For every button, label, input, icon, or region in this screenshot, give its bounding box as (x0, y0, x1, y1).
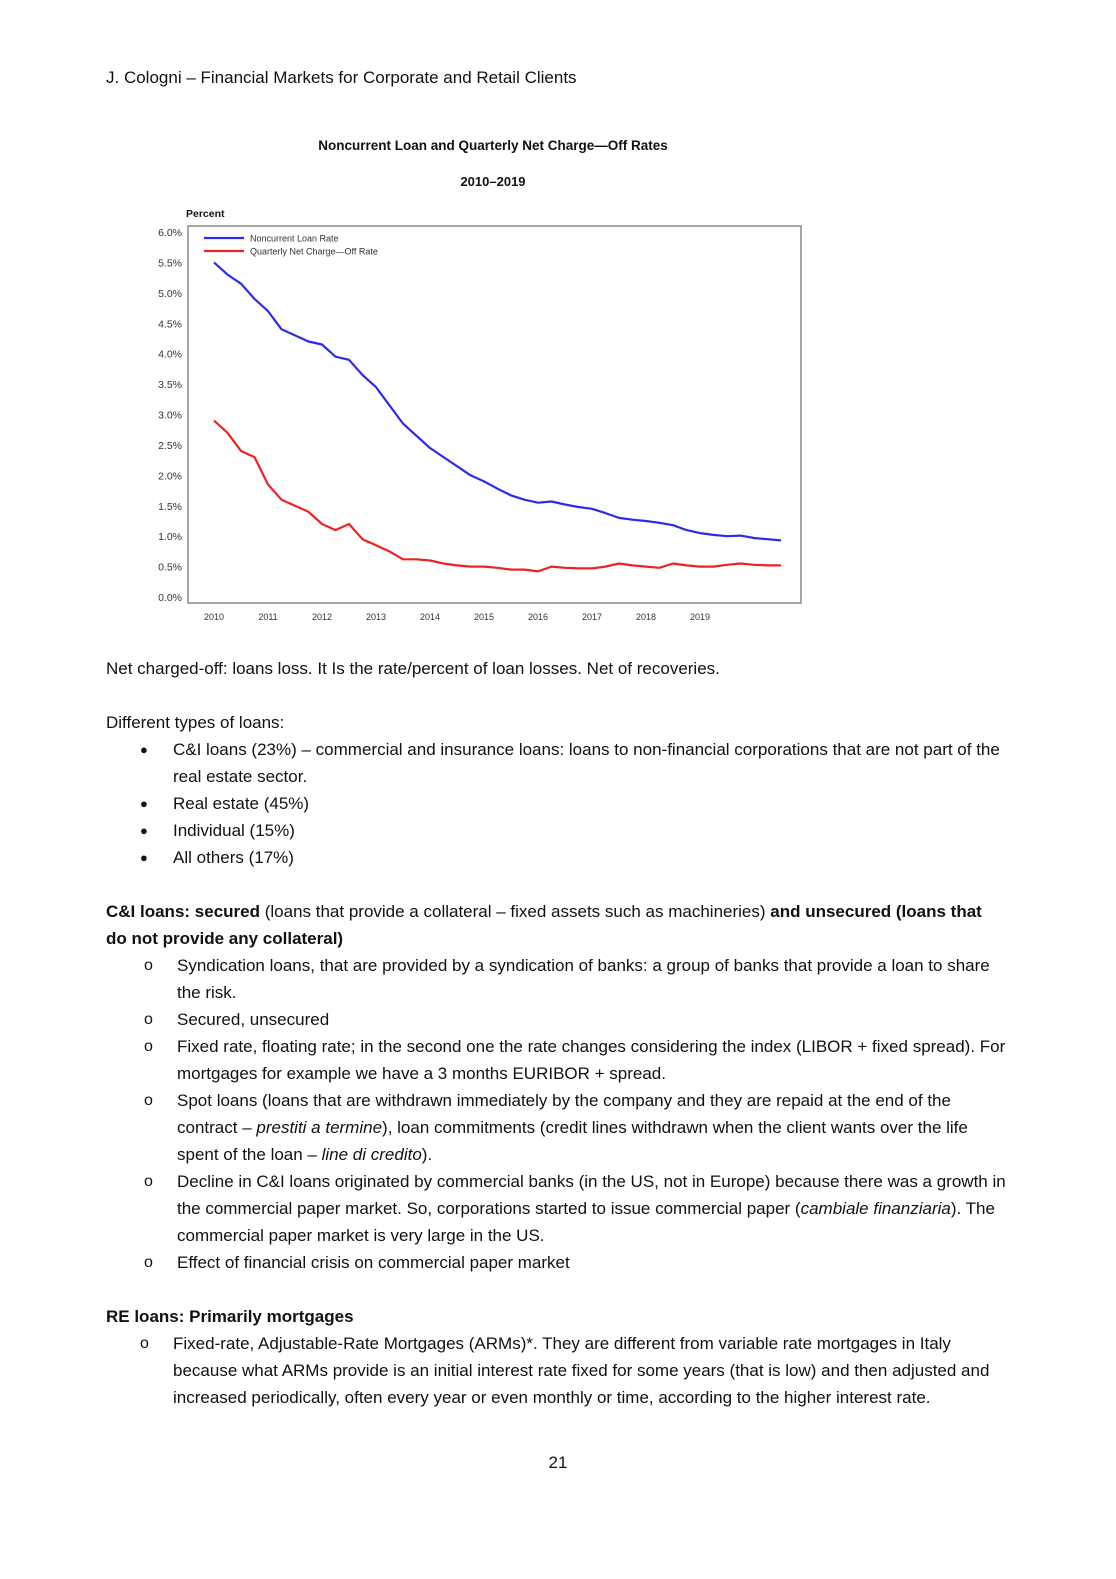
re-loans-heading (106, 1303, 1006, 1330)
heading-bold: and unsecured (loans that do not provide any collateral) (106, 902, 982, 948)
chart-title: Noncurrent Loan and Quarterly Net Charge—Off Rates (318, 138, 668, 153)
ci-loans-list (106, 952, 1006, 1276)
series-lines (214, 262, 781, 571)
body-text (106, 655, 1006, 1411)
plot-frame (188, 226, 801, 603)
x-tick-label: 2016 (527, 612, 549, 622)
heading-bold: RE loans: Primarily mortgages (106, 1307, 354, 1326)
x-tick-label: 2017 (581, 612, 603, 622)
x-tick-label: 2010 (203, 612, 225, 622)
loan-types-list (106, 736, 1006, 871)
x-tick-label: 2019 (689, 612, 711, 622)
y-tick-label: 5.0% (158, 287, 182, 300)
italic-term: prestiti a termine (256, 1118, 383, 1137)
item-text: ). The commercial paper market is very large in the US. (177, 1199, 995, 1245)
y-tick-label: 2.0% (158, 470, 182, 483)
chart-legend (204, 234, 378, 257)
y-tick-label: 2.5% (158, 439, 182, 452)
x-tick-labels (204, 612, 710, 622)
series-line-noncurrent-loan-rate (214, 262, 781, 540)
list-item: ● All others (17%) (106, 844, 1006, 871)
x-tick-label: 2018 (635, 612, 657, 622)
re-loans-list (106, 1330, 1006, 1411)
y-tick-label: 1.5% (158, 500, 182, 513)
y-tick-label: 4.0% (158, 348, 182, 361)
running-header: J. Cologni – Financial Markets for Corporate and Retail Clients (106, 68, 577, 87)
item-text: Decline in C&I loans originated by commercial banks (in the US, not in Europe) because there was a growth in the commercial paper market. So, corporations started to issue commercial paper ( (177, 1172, 1006, 1218)
italic-term: line di credito (321, 1145, 422, 1164)
x-tick-label: 2014 (419, 612, 441, 622)
chart-subtitle: 2010–2019 (460, 174, 526, 189)
y-tick-label: 1.0% (158, 531, 182, 544)
y-tick-label: 5.5% (158, 257, 182, 270)
heading-bold: C&I loans: secured (106, 902, 260, 921)
item-text: Spot loans (loans that are withdrawn immediately by the company and they are repaid at the end of the contract – (177, 1091, 951, 1137)
x-tick-label: 2012 (311, 612, 333, 622)
y-tick-label: 0.0% (158, 592, 182, 604)
y-tick-label: 3.0% (158, 409, 182, 422)
legend-label: Quarterly Net Charge—Off Rate (250, 246, 378, 257)
list-item: ● Individual (15%) (106, 817, 1006, 844)
heading-text: (loans that provide a collateral – fixed assets such as machineries) (260, 902, 771, 921)
item-text: ). (421, 1145, 433, 1164)
page-number: 21 (548, 1453, 568, 1472)
list-item: o Secured, unsecured (106, 1006, 1006, 1033)
ci-loans-heading (106, 898, 1006, 952)
loan-types-intro: Different types of loans: (106, 713, 285, 732)
list-item: o Effect of financial crisis on commercial paper market (106, 1249, 1006, 1276)
series-line-net-charge-off-rate (214, 421, 781, 572)
x-tick-label: 2011 (258, 612, 278, 622)
x-tick-label: 2015 (473, 612, 495, 622)
italic-term: cambiale finanziaria (800, 1199, 951, 1218)
y-tick-label: 3.5% (158, 379, 182, 392)
item-text: ), loan commitments (credit lines withdrawn when the client wants over the life spent of the loan – (177, 1118, 968, 1164)
list-item: ● C&I loans (23%) – commercial and insurance loans: loans to non-financial corporations that are not part of the real estate sector. (106, 736, 1006, 790)
list-item: o Fixed rate, floating rate; in the second one the rate changes considering the index (LIBOR + fixed spread). For mortgages for example we have a 3 months EURIBOR + spread. (106, 1033, 1006, 1087)
list-item: ● Real estate (45%) (106, 790, 1006, 817)
y-tick-label: 6.0% (158, 227, 182, 239)
legend-label: Noncurrent Loan Rate (250, 233, 339, 244)
list-item: o Syndication loans, that are provided by a syndication of banks: a group of banks that provide a loan to share the risk. (106, 952, 1006, 1006)
y-tick-labels (158, 227, 182, 604)
rates-chart (106, 118, 846, 633)
list-item (106, 1087, 1006, 1168)
x-tick-label: 2013 (365, 612, 387, 622)
y-tick-label: 0.5% (158, 561, 182, 574)
net-charged-off-paragraph: Net charged-off: loans loss. It Is the rate/percent of loan losses. Net of recoveries. (106, 659, 720, 678)
y-tick-label: 4.5% (158, 318, 182, 331)
chart-svg (106, 118, 846, 628)
y-axis-label: Percent (186, 208, 225, 220)
list-item: o Fixed-rate, Adjustable-Rate Mortgages (ARMs)*. They are different from variable rate mortgages in Italy because what ARMs provide is an initial interest rate fixed for some years (that is low) and then adjusted and increased periodically, often every year or even monthly or time, according to the higher interest rate. (106, 1330, 1006, 1411)
list-item (106, 1168, 1006, 1249)
